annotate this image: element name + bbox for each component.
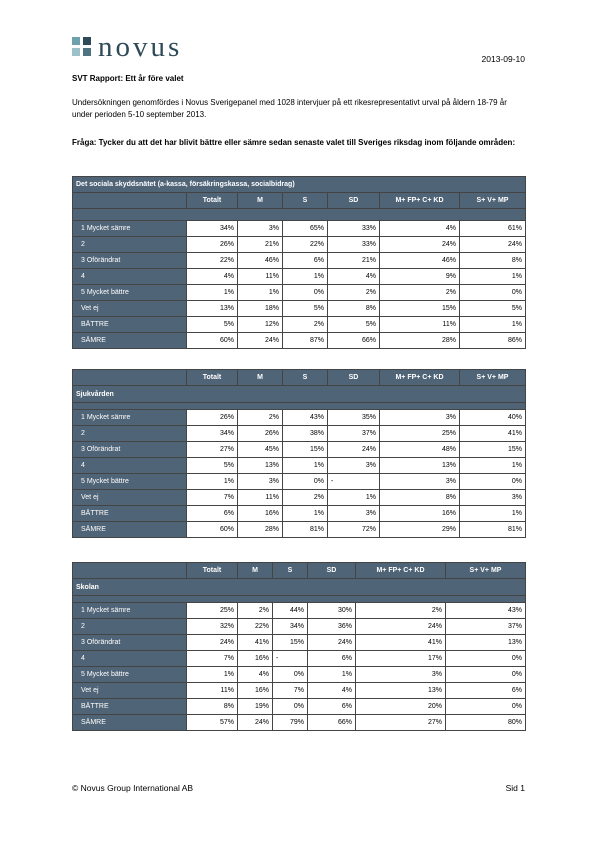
table-cell: 41% — [238, 635, 273, 651]
table-cell: 5% — [283, 301, 328, 317]
table-row — [73, 474, 526, 490]
table-cell: 2% — [380, 285, 460, 301]
table-cell: 2% — [283, 317, 328, 333]
table-cell: 81% — [460, 522, 526, 538]
table-cell: 30% — [308, 603, 356, 619]
table-cell: 22% — [238, 619, 273, 635]
table-cell: 15% — [460, 442, 526, 458]
table-cell: 16% — [238, 683, 273, 699]
table-cell: 45% — [238, 442, 283, 458]
novus-logo — [72, 31, 183, 63]
table-cell: 3% — [328, 506, 380, 522]
table-cell: 2% — [283, 490, 328, 506]
table-cell: 25% — [187, 603, 238, 619]
col-header: S — [273, 563, 308, 579]
table-cell: 66% — [328, 333, 380, 349]
table-cell: 7% — [187, 651, 238, 667]
table-cell: 5% — [187, 458, 238, 474]
row-label: 1 Mycket sämre — [73, 603, 187, 619]
table-cell: 28% — [380, 333, 460, 349]
table-cell: 1% — [460, 458, 526, 474]
row-label: SÄMRE — [73, 333, 187, 349]
table-cell: 16% — [238, 651, 273, 667]
table-cell: 46% — [380, 253, 460, 269]
table-row — [73, 317, 526, 333]
table-cell: 3% — [328, 458, 380, 474]
table-cell: 60% — [187, 333, 238, 349]
table-cell: 6% — [446, 683, 526, 699]
col-header: M+ FP+ C+ KD — [356, 563, 446, 579]
table-body — [73, 221, 526, 349]
row-label: 4 — [73, 269, 187, 285]
table-cell: 8% — [380, 490, 460, 506]
table-cell: 5% — [328, 317, 380, 333]
table-cell: 46% — [238, 253, 283, 269]
table-cell: 1% — [460, 506, 526, 522]
question-text: Fråga: Tycker du att det har blivit bättre eller sämre sedan senaste valet till Sveriges riksdag inom följande områden: — [72, 138, 516, 147]
table-cell: 27% — [356, 715, 446, 731]
row-label: 3 Oförändrat — [73, 253, 187, 269]
row-label: 4 — [73, 458, 187, 474]
table-cell: 34% — [187, 221, 238, 237]
report-date: 2013-09-10 — [481, 54, 525, 64]
table-cell: 0% — [460, 285, 526, 301]
table-cell: 11% — [380, 317, 460, 333]
table-cell: 24% — [308, 635, 356, 651]
table-cell: 6% — [308, 651, 356, 667]
table-healthcare — [72, 369, 526, 538]
table-row — [73, 269, 526, 285]
table-row — [73, 442, 526, 458]
table-cell: 21% — [328, 253, 380, 269]
table-cell: 35% — [328, 410, 380, 426]
table-row — [73, 715, 526, 731]
table-cell: 9% — [380, 269, 460, 285]
row-label: 1 Mycket sämre — [73, 410, 187, 426]
table-cell: 13% — [446, 635, 526, 651]
row-label: 3 Oförändrat — [73, 442, 187, 458]
table-cell: 15% — [380, 301, 460, 317]
table-cell: 61% — [460, 221, 526, 237]
table-cell: 33% — [328, 221, 380, 237]
table-cell: 8% — [187, 699, 238, 715]
table-row — [73, 426, 526, 442]
table-cell: 24% — [187, 635, 238, 651]
row-label: 5 Mycket bättre — [73, 285, 187, 301]
table-cell: 41% — [460, 426, 526, 442]
table-cell: 16% — [380, 506, 460, 522]
table-cell: 11% — [238, 490, 283, 506]
table-social-safety-net — [72, 176, 526, 349]
row-label: 1 Mycket sämre — [73, 221, 187, 237]
table-school — [72, 562, 526, 731]
table-cell: 26% — [238, 426, 283, 442]
row-label: Vet ej — [73, 301, 187, 317]
table-cell: 17% — [356, 651, 446, 667]
row-label: 4 — [73, 651, 187, 667]
table-row — [73, 221, 526, 237]
table-cell: 13% — [187, 301, 238, 317]
row-label: 2 — [73, 426, 187, 442]
table-cell: - — [328, 474, 380, 490]
table-cell: 3% — [356, 667, 446, 683]
table-cell: 2% — [238, 603, 273, 619]
row-label: Vet ej — [73, 683, 187, 699]
table-cell: 1% — [328, 490, 380, 506]
table-cell: 38% — [283, 426, 328, 442]
row-label: 5 Mycket bättre — [73, 474, 187, 490]
table-cell: 8% — [460, 253, 526, 269]
table-cell: 11% — [238, 269, 283, 285]
table-cell: 0% — [283, 285, 328, 301]
table-row — [73, 683, 526, 699]
table-cell: 66% — [308, 715, 356, 731]
table-cell: 11% — [187, 683, 238, 699]
table-cell: - — [273, 651, 308, 667]
table-cell: 37% — [328, 426, 380, 442]
col-header: S+ V+ MP — [446, 563, 526, 579]
table-cell: 4% — [328, 269, 380, 285]
table-cell: 0% — [273, 667, 308, 683]
table-cell: 2% — [328, 285, 380, 301]
table-cell: 1% — [187, 474, 238, 490]
table-cell: 36% — [308, 619, 356, 635]
table-cell: 12% — [238, 317, 283, 333]
table-cell: 3% — [238, 221, 283, 237]
row-label: BÄTTRE — [73, 506, 187, 522]
table-cell: 28% — [238, 522, 283, 538]
table-body — [73, 603, 526, 731]
table-cell: 29% — [380, 522, 460, 538]
table-cell: 8% — [328, 301, 380, 317]
col-header: M+ FP+ C+ KD — [380, 370, 460, 386]
table-cell: 24% — [460, 237, 526, 253]
col-header: M — [238, 563, 273, 579]
table-cell: 13% — [238, 458, 283, 474]
table-cell: 0% — [446, 651, 526, 667]
table-cell: 6% — [308, 699, 356, 715]
col-header: M — [238, 370, 283, 386]
table-cell: 4% — [187, 269, 238, 285]
table-cell: 43% — [446, 603, 526, 619]
row-label: BÄTTRE — [73, 699, 187, 715]
col-header: SD — [328, 193, 380, 209]
table-cell: 37% — [446, 619, 526, 635]
table-cell: 33% — [328, 237, 380, 253]
col-header: M — [238, 193, 283, 209]
table-cell: 1% — [460, 269, 526, 285]
table-cell: 44% — [273, 603, 308, 619]
table-row — [73, 410, 526, 426]
section-title: Skolan — [73, 579, 526, 596]
table-cell: 48% — [380, 442, 460, 458]
table-cell: 87% — [283, 333, 328, 349]
table-cell: 32% — [187, 619, 238, 635]
table-cell: 1% — [283, 458, 328, 474]
table-cell: 5% — [187, 317, 238, 333]
row-label: 2 — [73, 237, 187, 253]
table-cell: 3% — [380, 410, 460, 426]
col-header: S — [283, 370, 328, 386]
table-cell: 0% — [446, 667, 526, 683]
table-cell: 1% — [283, 506, 328, 522]
table-cell: 81% — [283, 522, 328, 538]
table-cell: 86% — [460, 333, 526, 349]
table-row — [73, 667, 526, 683]
table-cell: 60% — [187, 522, 238, 538]
table-cell: 24% — [238, 333, 283, 349]
table-cell: 19% — [238, 699, 273, 715]
table-cell: 34% — [273, 619, 308, 635]
table-cell: 27% — [187, 442, 238, 458]
table-cell: 4% — [308, 683, 356, 699]
table-row — [73, 603, 526, 619]
table-cell: 15% — [283, 442, 328, 458]
footer-copyright: © Novus Group International AB — [72, 783, 194, 793]
table-cell: 16% — [238, 506, 283, 522]
table-cell: 80% — [446, 715, 526, 731]
table-cell: 0% — [273, 699, 308, 715]
logo-text: novus — [98, 31, 183, 63]
table-row — [73, 522, 526, 538]
row-label: Vet ej — [73, 490, 187, 506]
table-cell: 1% — [460, 317, 526, 333]
col-header: Totalt — [187, 193, 238, 209]
table-cell: 1% — [187, 285, 238, 301]
table-cell: 41% — [356, 635, 446, 651]
col-header: S+ V+ MP — [460, 193, 526, 209]
table-cell: 24% — [380, 237, 460, 253]
table-cell: 3% — [460, 490, 526, 506]
section-title: Sjukvården — [73, 386, 526, 403]
col-header: Totalt — [187, 563, 238, 579]
table-body — [73, 410, 526, 538]
table-cell: 1% — [283, 269, 328, 285]
table-cell: 57% — [187, 715, 238, 731]
table-row — [73, 651, 526, 667]
table-cell: 21% — [238, 237, 283, 253]
table-row — [73, 285, 526, 301]
table-cell: 4% — [238, 667, 273, 683]
header-blank — [73, 193, 187, 209]
col-header: S+ V+ MP — [460, 370, 526, 386]
col-header: SD — [328, 370, 380, 386]
table-cell: 2% — [356, 603, 446, 619]
row-label: BÄTTRE — [73, 317, 187, 333]
table-cell: 20% — [356, 699, 446, 715]
row-label: SÄMRE — [73, 715, 187, 731]
table-cell: 2% — [238, 410, 283, 426]
table-cell: 1% — [187, 667, 238, 683]
table-cell: 0% — [446, 699, 526, 715]
col-header: Totalt — [187, 370, 238, 386]
table-cell: 3% — [238, 474, 283, 490]
table-cell: 6% — [283, 253, 328, 269]
table-cell: 22% — [283, 237, 328, 253]
table-cell: 1% — [308, 667, 356, 683]
row-label: SÄMRE — [73, 522, 187, 538]
table-title: Det sociala skyddsnätet (a-kassa, försäkringskassa, socialbidrag) — [73, 177, 526, 193]
table-row — [73, 237, 526, 253]
row-label: 5 Mycket bättre — [73, 667, 187, 683]
table-cell: 13% — [356, 683, 446, 699]
table-cell: 24% — [328, 442, 380, 458]
table-cell: 24% — [238, 715, 273, 731]
header-blank — [73, 563, 187, 579]
table-cell: 0% — [283, 474, 328, 490]
table-cell: 34% — [187, 426, 238, 442]
table-cell: 22% — [187, 253, 238, 269]
table-cell: 4% — [380, 221, 460, 237]
col-header: SD — [308, 563, 356, 579]
table-cell: 72% — [328, 522, 380, 538]
table-row — [73, 458, 526, 474]
col-header: M+ FP+ C+ KD — [380, 193, 460, 209]
table-cell: 65% — [283, 221, 328, 237]
table-cell: 7% — [187, 490, 238, 506]
table-cell: 6% — [187, 506, 238, 522]
table-cell: 13% — [380, 458, 460, 474]
table-row — [73, 490, 526, 506]
table-cell: 0% — [460, 474, 526, 490]
table-cell: 15% — [273, 635, 308, 651]
table-cell: 1% — [238, 285, 283, 301]
table-cell: 18% — [238, 301, 283, 317]
table-cell: 5% — [460, 301, 526, 317]
report-title: SVT Rapport: Ett år före valet — [72, 74, 184, 83]
table-cell: 40% — [460, 410, 526, 426]
col-header: S — [283, 193, 328, 209]
row-label: 3 Oförändrat — [73, 635, 187, 651]
logo-mark-icon — [72, 37, 92, 57]
table-cell: 24% — [356, 619, 446, 635]
table-row — [73, 635, 526, 651]
footer-page-number: Sid 1 — [505, 783, 525, 793]
table-cell: 25% — [380, 426, 460, 442]
table-row — [73, 253, 526, 269]
table-cell: 79% — [273, 715, 308, 731]
table-cell: 3% — [380, 474, 460, 490]
table-cell: 7% — [273, 683, 308, 699]
header-blank — [73, 370, 187, 386]
table-cell: 43% — [283, 410, 328, 426]
table-row — [73, 506, 526, 522]
table-row — [73, 301, 526, 317]
row-label: 2 — [73, 619, 187, 635]
table-row — [73, 699, 526, 715]
intro-text: Undersökningen genomfördes i Novus Sverigepanel med 1028 intervjuer på ett rikesrepresentativt urval på åldern 18-79 år under perioden 5-10 september 2013. — [72, 98, 507, 119]
table-row — [73, 333, 526, 349]
table-cell: 26% — [187, 410, 238, 426]
table-cell: 26% — [187, 237, 238, 253]
table-row — [73, 619, 526, 635]
